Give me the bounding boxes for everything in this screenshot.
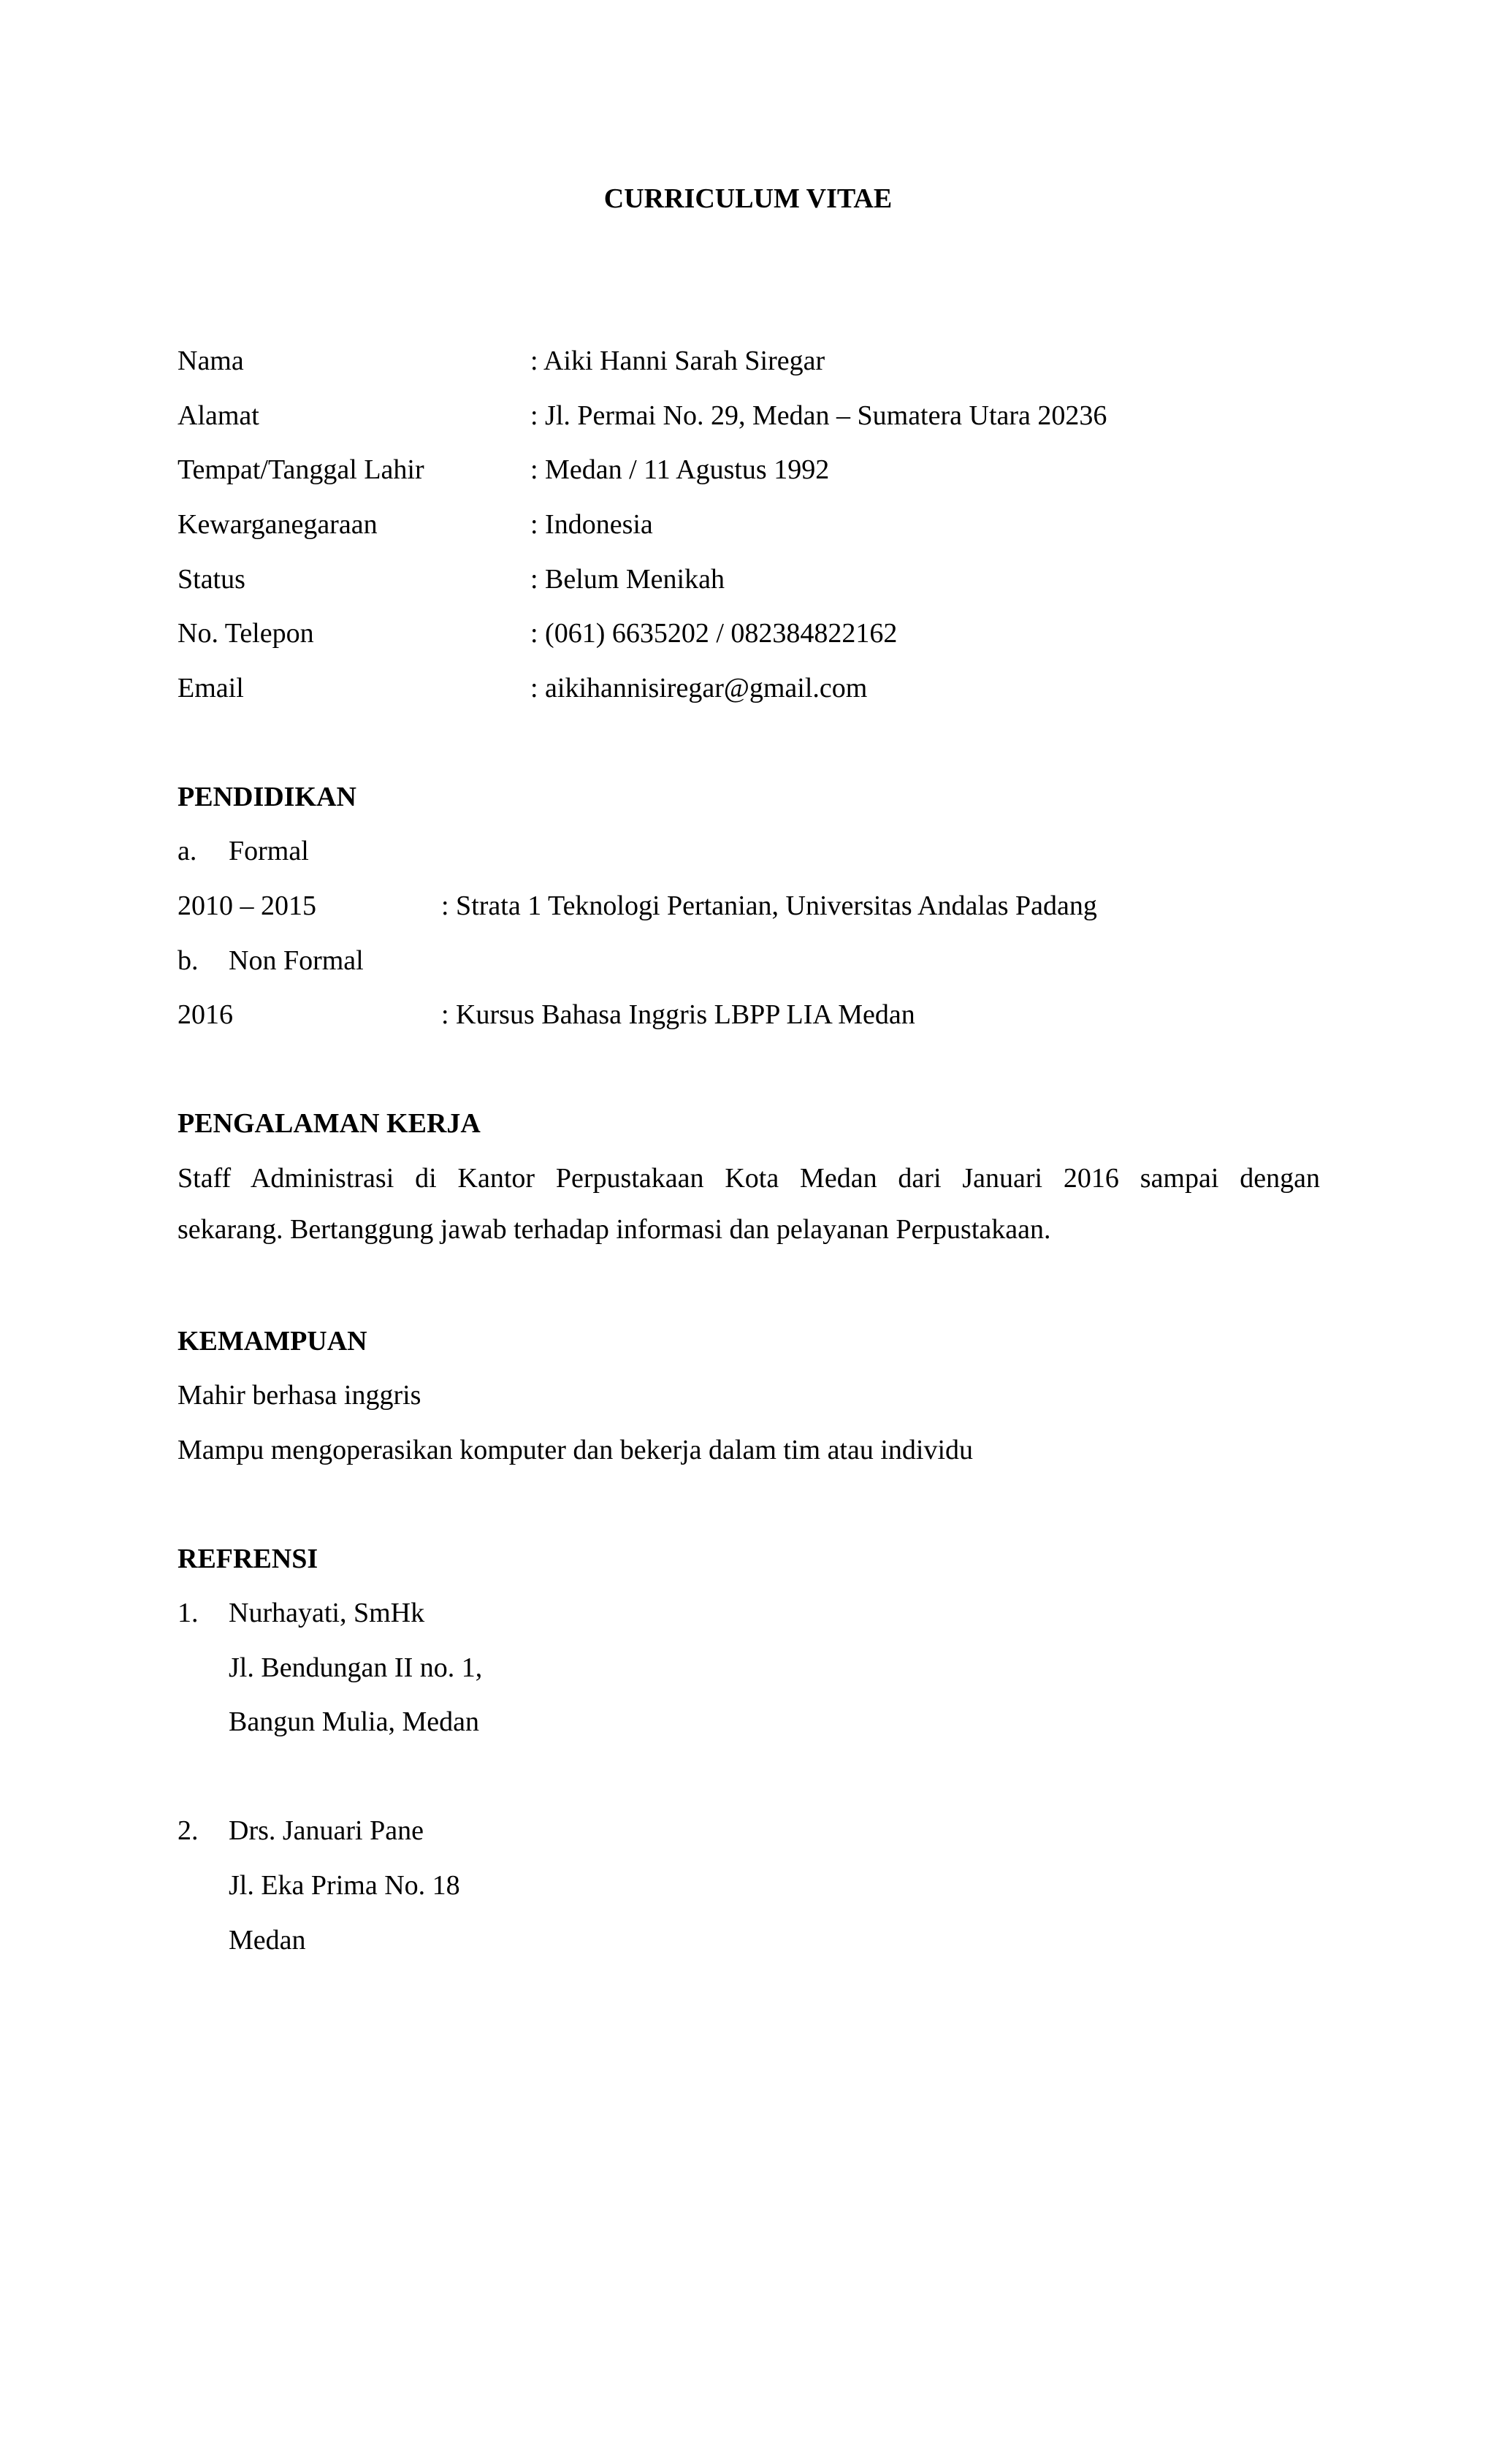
- label-status: Status: [178, 564, 245, 595]
- reference-number: 1.: [178, 1598, 199, 1628]
- reference-name: Drs. Januari Pane: [229, 1815, 424, 1846]
- nonformal-year: 2016: [178, 999, 233, 1030]
- label-nama: Nama: [178, 346, 244, 376]
- value-kewarganegaraan: : Indonesia: [530, 509, 653, 540]
- value-status: : Belum Menikah: [530, 564, 725, 595]
- formal-detail: : Strata 1 Teknologi Pertanian, Universitas Andalas Padang: [441, 890, 1097, 921]
- nonformal-label: Non Formal: [229, 945, 364, 976]
- formal-label: Formal: [229, 836, 309, 866]
- label-email: Email: [178, 673, 244, 703]
- value-alamat: : Jl. Permai No. 29, Medan – Sumatera Utara 20236: [530, 400, 1107, 431]
- value-tempat-tanggal-lahir: : Medan / 11 Agustus 1992: [530, 454, 830, 485]
- reference-address-line: Jl. Bendungan II no. 1,: [229, 1652, 483, 1683]
- experience-heading: PENGALAMAN KERJA: [178, 1108, 481, 1139]
- reference-address-line: Bangun Mulia, Medan: [229, 1706, 480, 1737]
- skills-heading: KEMAMPUAN: [178, 1326, 367, 1357]
- label-tempat-tanggal-lahir: Tempat/Tanggal Lahir: [178, 454, 424, 485]
- reference-address-line: Medan: [229, 1925, 306, 1956]
- reference-name: Nurhayati, SmHk: [229, 1598, 425, 1628]
- nonformal-detail: : Kursus Bahasa Inggris LBPP LIA Medan: [441, 999, 915, 1030]
- skill-item: Mampu mengoperasikan komputer dan bekerja dalam tim atau individu: [178, 1435, 974, 1465]
- experience-line-1: Staff Administrasi di Kantor Perpustakaan Kota Medan dari Januari 2016 sampai dengan: [178, 1163, 1320, 1194]
- experience-line-2: sekarang. Bertanggung jawab terhadap informasi dan pelayanan Perpustakaan.: [178, 1214, 1051, 1245]
- formal-marker: a.: [178, 836, 197, 866]
- formal-year: 2010 – 2015: [178, 890, 316, 921]
- value-email: : aikihannisiregar@gmail.com: [530, 673, 868, 703]
- reference-number: 2.: [178, 1815, 199, 1846]
- value-nama: : Aiki Hanni Sarah Siregar: [530, 346, 825, 376]
- label-kewarganegaraan: Kewarganegaraan: [178, 509, 378, 540]
- nonformal-marker: b.: [178, 945, 199, 976]
- skill-item: Mahir berhasa inggris: [178, 1380, 421, 1411]
- reference-address-line: Jl. Eka Prima No. 18: [229, 1870, 460, 1901]
- label-telepon: No. Telepon: [178, 618, 314, 649]
- value-telepon: : (061) 6635202 / 082384822162: [530, 618, 898, 649]
- references-heading: REFRENSI: [178, 1544, 318, 1574]
- education-heading: PENDIDIKAN: [178, 782, 356, 812]
- label-alamat: Alamat: [178, 400, 259, 431]
- document-title: CURRICULUM VITAE: [603, 183, 893, 214]
